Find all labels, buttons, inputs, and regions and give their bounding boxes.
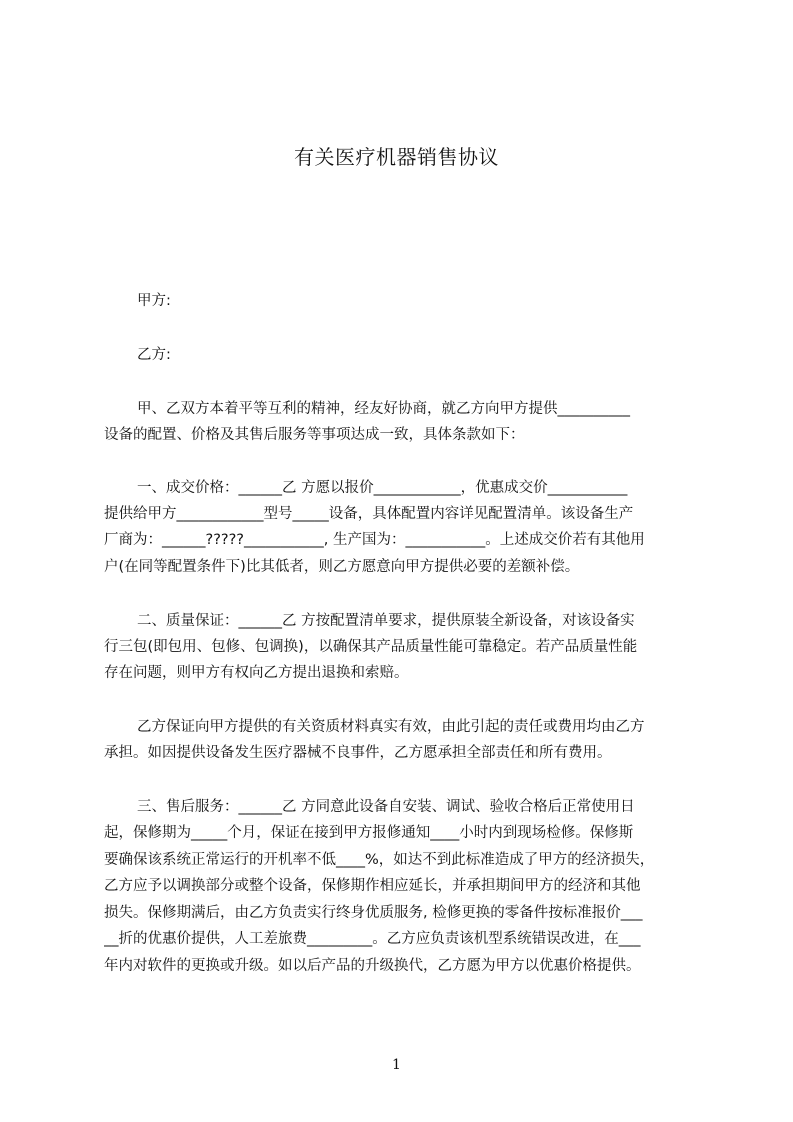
document-title: 有关医疗机器销售协议 [294,145,499,169]
service-clause-line: 年内对软件的更换或升级。如以后产品的升级换代，乙方愿为甲方以优惠价格提供。 [104,958,641,974]
service-clause-line: 起，保修期为_____个月，保证在接到甲方报修通知____小时内到现场检修。保修斯 [104,825,634,841]
party-a-label: 甲方: [137,293,171,309]
quality-clause-line: 行三包(即包用、包修、包调换)，以确保其产品质量性能可靠稳定。若产品质量性能 [104,639,638,655]
price-clause-line: 一、成交价格：______乙 方愿以报价____________，优惠成交价___________ [137,480,628,496]
party-b-label: 乙方: [137,347,171,363]
price-clause-line: 厂商为：______?????___________, 生产国为：___________。上述成交价若有其他用 [104,532,645,548]
service-clause-line: 要确保该系统正常运行的开机率不低____%，如达不到此标准造成了甲方的经济损失， [104,852,655,868]
service-clause-line: __折的优惠价提供，人工差旅费_________。乙方应负责该机型系统错误改进，在___ [104,931,641,947]
materials-clause-line: 承担。如因提供设备发生医疗器械不良事件，乙方愿承担全部责任和所有费用。 [104,745,612,761]
materials-clause-line: 乙方保证向甲方提供的有关资质材料真实有效，由此引起的责任或费用均由乙方 [137,719,645,735]
service-clause-line: 三、售后服务：______乙 方同意此设备自安装、调试、验收合格后正常使用日 [137,799,635,815]
quality-clause-line: 存在问题，则甲方有权向乙方提出退换和索赔。 [104,665,409,681]
price-clause-line: 户(在同等配置条件下)比其低者，则乙方愿意向甲方提供必要的差额补偿。 [104,559,580,575]
intro-line: 设备的配置、价格及其售后服务等事项达成一致，具体条款如下： [104,427,525,443]
intro-line: 甲、乙双方本着平等互利的精神，经友好协商，就乙方向甲方提供__________ [137,401,630,417]
quality-clause-line: 二、质量保证：______乙 方按配置清单要求，提供原装全新设备，对该设备实 [137,613,635,629]
price-clause-line: 提供给甲方____________型号_____设备，具体配置内容详见配置清单。该设备生产 [104,506,634,522]
service-clause-line: 乙方应予以调换部分或整个设备，保修期作相应延长，并承担期间甲方的经济和其他 [104,878,641,894]
page-number: 1 [392,1057,401,1073]
service-clause-line: 损失。保修期满后，由乙方负责实行终身优质服务, 检修更换的零备件按标准报价___ [104,905,643,921]
